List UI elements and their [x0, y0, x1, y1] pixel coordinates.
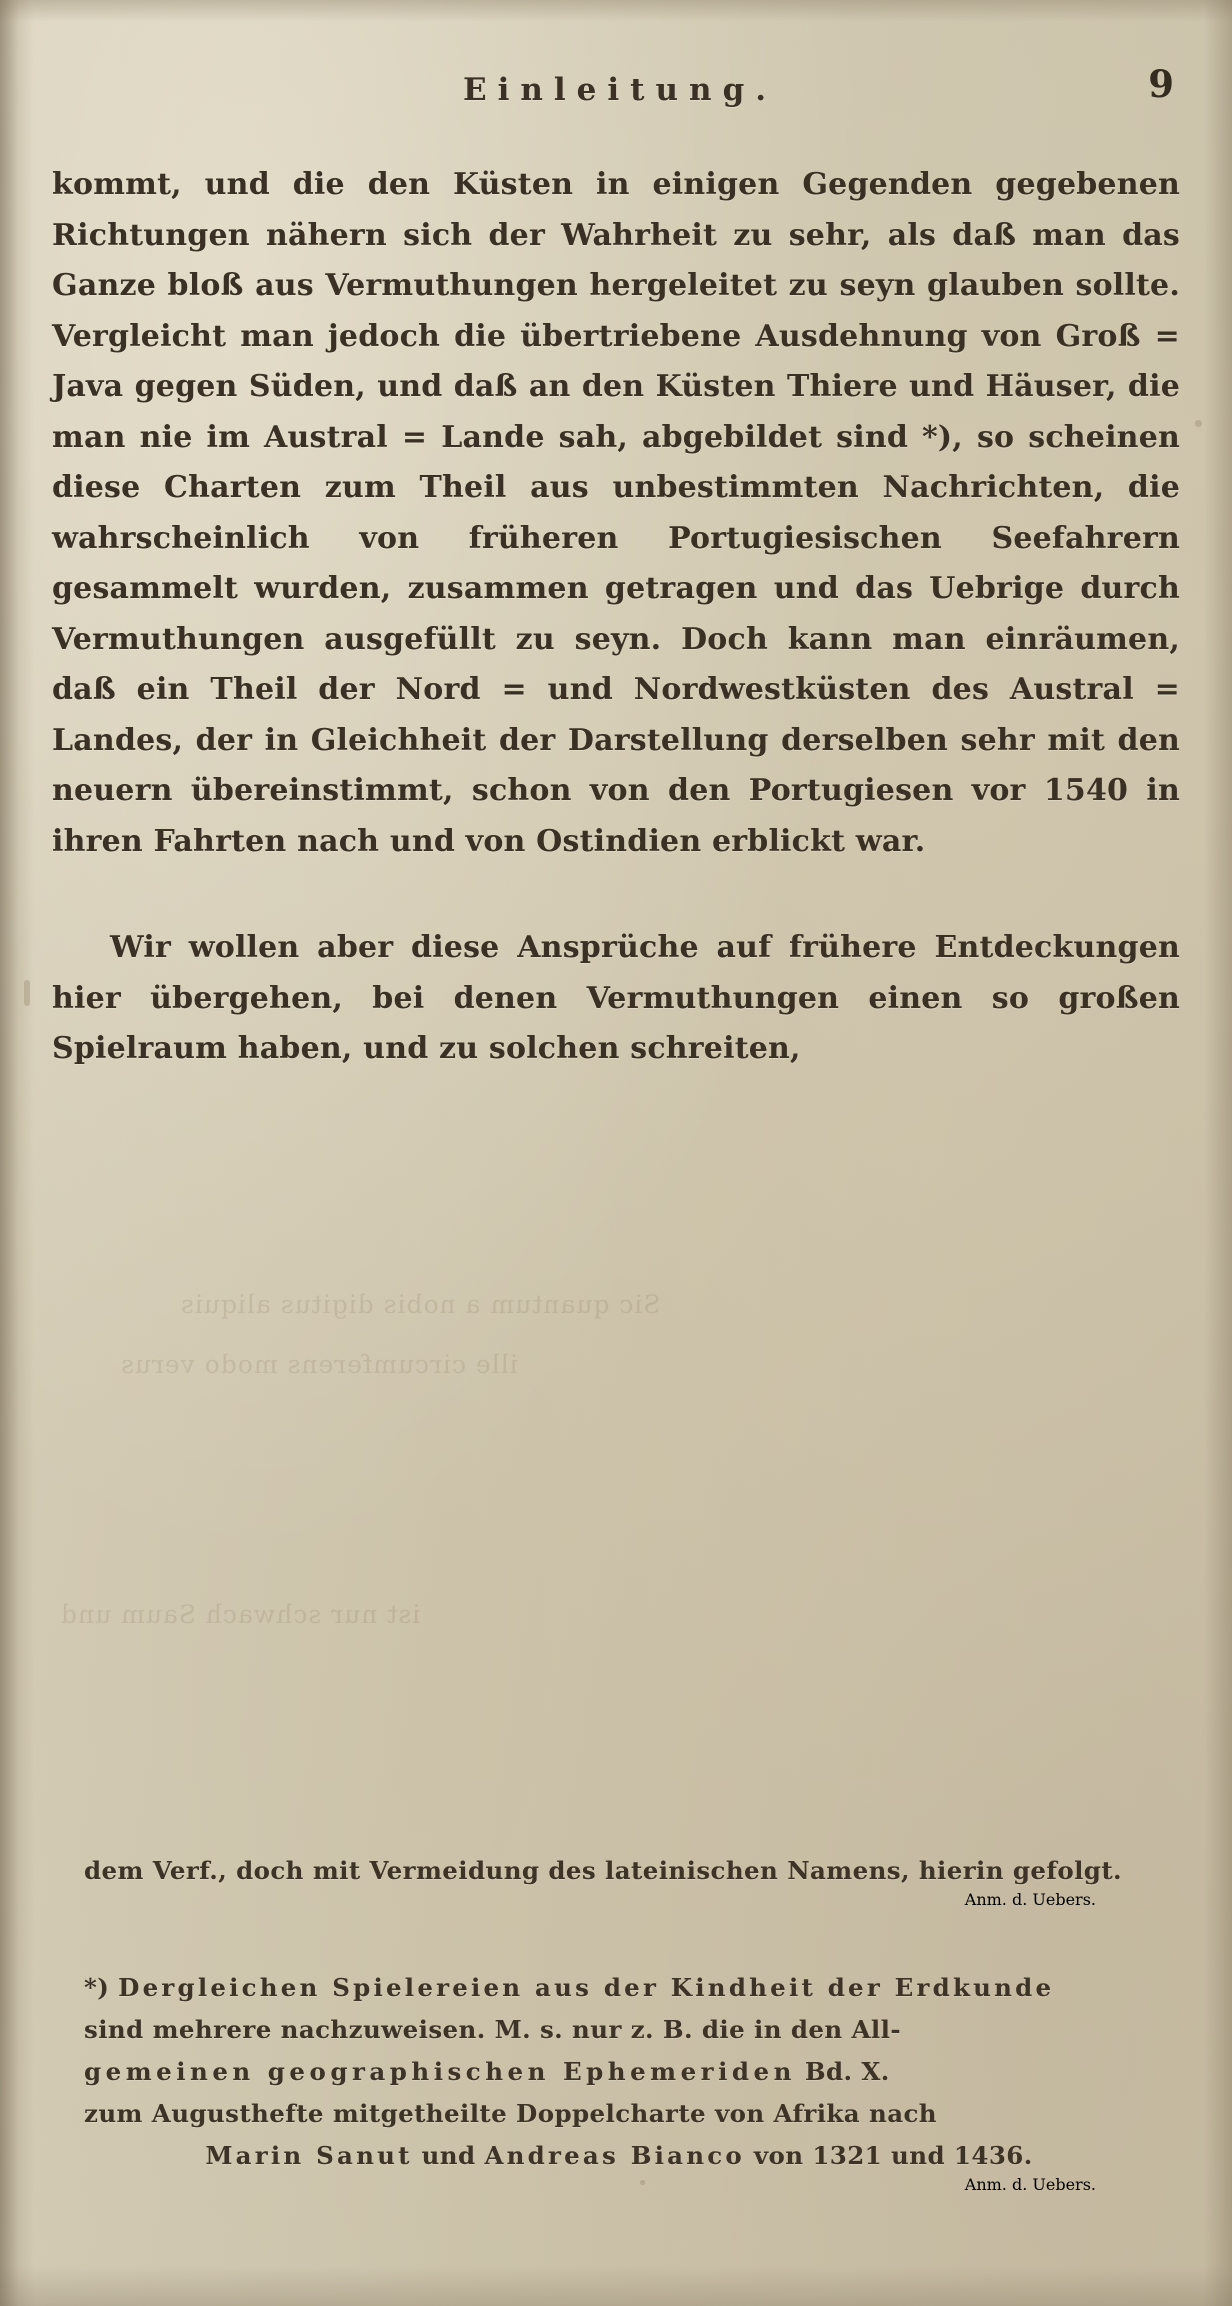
page-number: 9	[1148, 62, 1174, 106]
footnote-emphasis-spaced: gemeinen geographischen Ephemeriden	[84, 2057, 796, 2086]
showthrough-line-1: Sic quantum a nobis digitus aliquis	[180, 1290, 661, 1319]
footnote-years: von 1321 und 1436.	[753, 2141, 1033, 2170]
footnote-line-1: Dergleichen Spielereien aus der Kindheit der Erdkunde	[118, 1973, 1055, 2002]
body-text-block	[52, 160, 1180, 1075]
page-header	[60, 72, 1180, 108]
showthrough-line-2: ille circumferens modo verus	[120, 1350, 518, 1379]
footnote-continuation-text: dem Verf., doch mit Vermeidung des lateinischen Namens, hierin gefolgt.	[84, 1856, 1122, 1885]
footnote-author-2: Andreas Bianco	[484, 2141, 745, 2170]
footnote-conjunction: und	[421, 2141, 476, 2170]
paragraph-spacer	[52, 867, 1180, 923]
paragraph: Wir wollen aber diese Ansprüche auf frühere Entdeckungen hier übergehen, bei denen Vermuthungen einen so großen Spielraum haben, und zu solchen schreiten,	[52, 930, 1180, 1066]
footnote-signature: Anm. d. Uebers.	[964, 2175, 1096, 2194]
footnote-line-2: sind mehrere nachzuweisen. M. s. nur z. B. die in den All-	[84, 2015, 901, 2044]
showthrough-line-3: ist nur schwach Saum und	[60, 1600, 421, 1629]
running-title: Einleitung.	[462, 72, 778, 108]
paragraph: kommt, und die den Küsten in einigen Gegenden gegebenen Richtungen nähern sich der Wahrheit zu sehr, als daß man das Ganze bloß aus Vermuthungen hergeleitet zu seyn glauben sollte. Vergleicht man jedoch die übertriebene Ausdehnung von Groß = Java gegen Süden, und daß an den Küsten Thiere und Häuser, die man nie im Austral = Lande sah, abgebildet sind *), so scheinen diese Charten zum Theil aus unbestimmten Nachrichten, die wahrscheinlich von früheren Portugiesischen Seefahrern gesammelt wurden, zusammen getragen und das Uebrige durch Vermuthungen ausgefüllt zu seyn. Doch kann man einräumen, daß ein Theil der Nord = und Nordwestküsten des Austral = Landes, der in Gleichheit der Darstellung derselben sehr mit den neuern übereinstimmt, schon von den Portugiesen vor 1540 in ihren Fahrten nach und von Ostindien erblickt war.	[52, 167, 1180, 859]
footnote-line-3-rest: Bd. X.	[804, 2057, 890, 2086]
footnote-line-3	[84, 2051, 1154, 2093]
footnote-area	[84, 1850, 1154, 2194]
footnote-marker: *)	[84, 1973, 110, 2002]
footnote-signature: Anm. d. Uebers.	[964, 1890, 1096, 1909]
footnote-line-5	[84, 2135, 1154, 2177]
footnote-starred	[84, 1967, 1154, 2194]
footnote-line-4: zum Augusthefte mitgetheilte Doppelcharte von Afrika nach	[84, 2099, 938, 2128]
footnote-line	[84, 1967, 1154, 2009]
footnote-author-1: Marin Sanut	[205, 2141, 413, 2170]
